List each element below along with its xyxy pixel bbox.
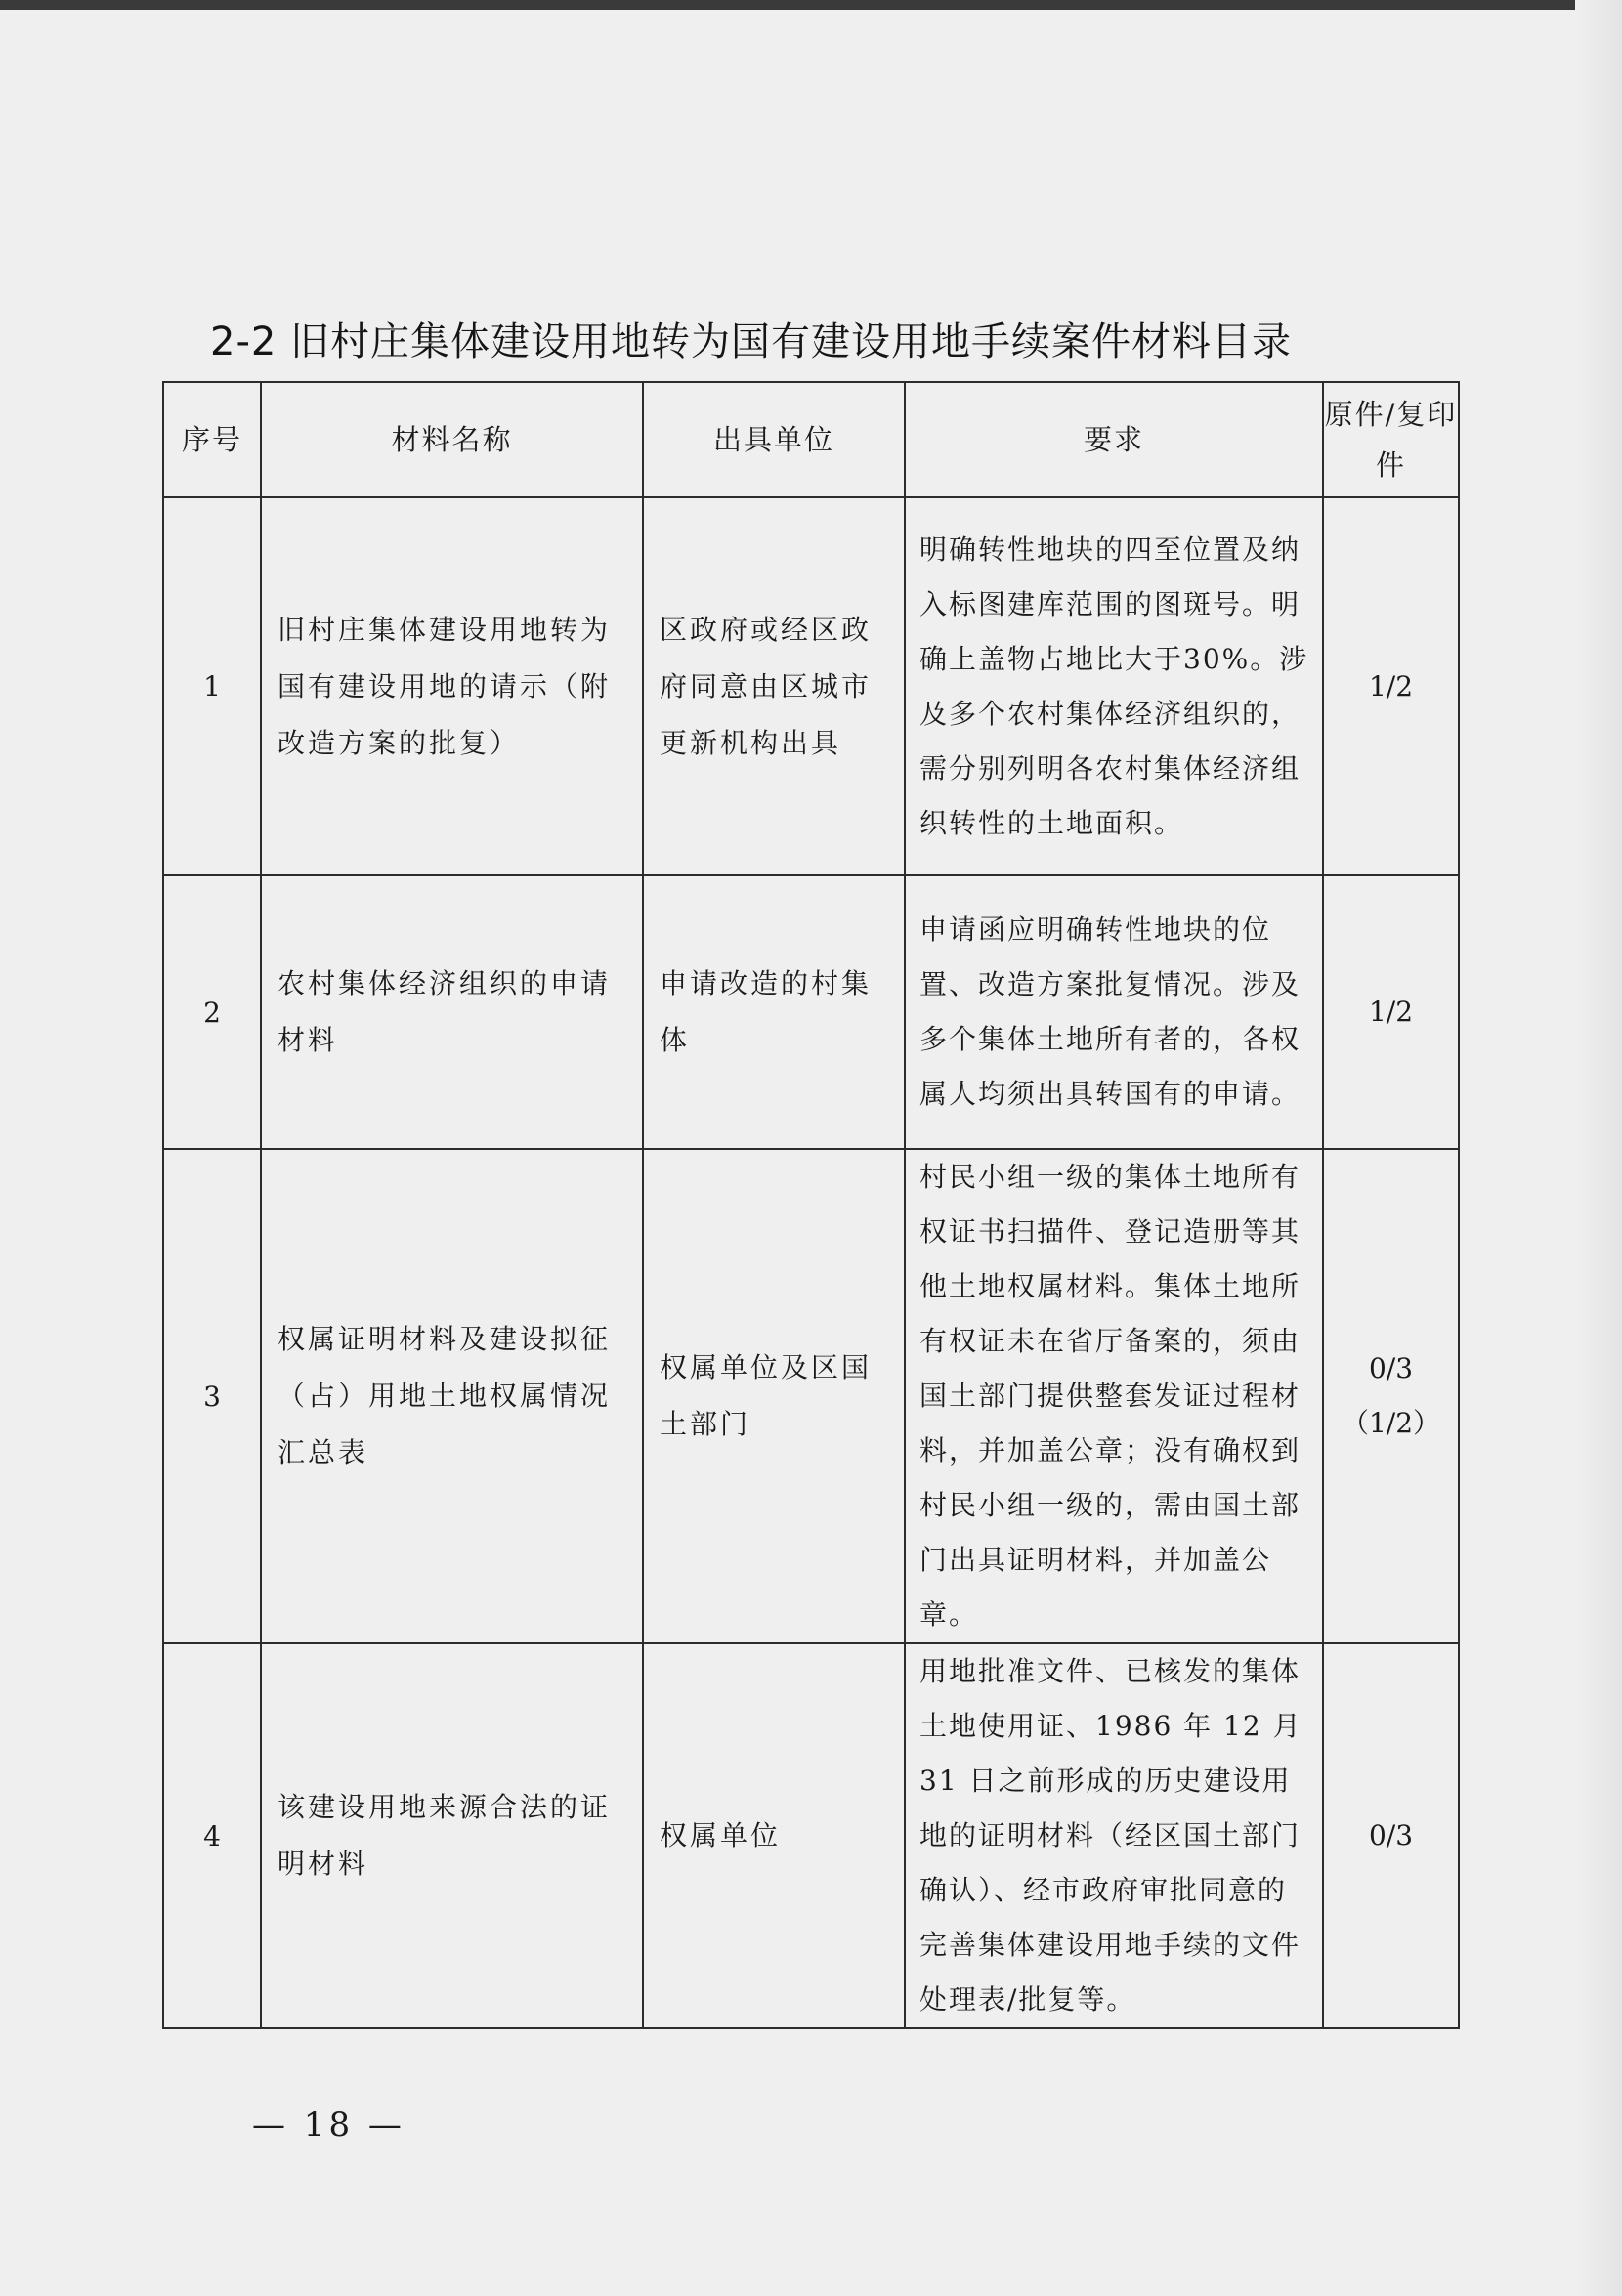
row-index: 4 xyxy=(163,1643,261,2028)
table-header-row xyxy=(163,382,1459,497)
material-name: 该建设用地来源合法的证明材料 xyxy=(261,1643,643,2028)
table-row xyxy=(163,1149,1459,1643)
table-row xyxy=(163,497,1459,875)
copy-count-alternate: （1/2） xyxy=(1341,1407,1441,1439)
copy-count-primary: 0/3 xyxy=(1368,1352,1414,1384)
document-title: 2-2 旧村庄集体建设用地转为国有建设用地手续案件材料目录 xyxy=(210,319,1293,364)
requirement-text: 申请函应明确转性地块的位置、改造方案批复情况。涉及多个集体土地所有者的，各权属人均须出具转国有的申请。 xyxy=(905,875,1323,1149)
page-number: — 18 — xyxy=(252,2105,406,2145)
page-edge-shadow xyxy=(1575,0,1622,2296)
issuing-unit: 权属单位及区国土部门 xyxy=(643,1149,905,1643)
header-index: 序号 xyxy=(163,382,261,497)
header-original-copy: 原件/复印件 xyxy=(1323,382,1459,497)
table-row xyxy=(163,875,1459,1149)
material-name: 权属证明材料及建设拟征（占）用地土地权属情况汇总表 xyxy=(261,1149,643,1643)
material-name: 旧村庄集体建设用地转为国有建设用地的请示（附改造方案的批复） xyxy=(261,497,643,875)
material-name: 农村集体经济组织的申请材料 xyxy=(261,875,643,1149)
requirement-text: 村民小组一级的集体土地所有权证书扫描件、登记造册等其他土地权属材料。集体土地所有权证未在省厅备案的，须由国土部门提供整套发证过程材料，并加盖公章；没有确权到村民小组一级的，需由国土部门出具证明材料，并加盖公章。 xyxy=(905,1149,1323,1643)
issuing-unit: 申请改造的村集体 xyxy=(643,875,905,1149)
original-copy-count: 0/3 xyxy=(1323,1643,1459,2028)
row-index: 1 xyxy=(163,497,261,875)
issuing-unit: 区政府或经区政府同意由区城市更新机构出具 xyxy=(643,497,905,875)
materials-catalog-table xyxy=(162,381,1460,2029)
original-copy-count xyxy=(1323,1149,1459,1643)
issuing-unit: 权属单位 xyxy=(643,1643,905,2028)
original-copy-count: 1/2 xyxy=(1323,497,1459,875)
table-row xyxy=(163,1643,1459,2028)
header-issuer: 出具单位 xyxy=(643,382,905,497)
row-index: 2 xyxy=(163,875,261,1149)
requirement-text: 用地批准文件、已核发的集体土地使用证、1986 年 12 月 31 日之前形成的历史建设用地的证明材料（经区国土部门确认）、经市政府审批同意的完善集体建设用地手续的文件处理表/批复等。 xyxy=(905,1643,1323,2028)
requirement-text: 明确转性地块的四至位置及纳入标图建库范围的图斑号。明确上盖物占地比大于30%。涉及多个农村集体经济组织的，需分别列明各农村集体经济组织转性的土地面积。 xyxy=(905,497,1323,875)
original-copy-count: 1/2 xyxy=(1323,875,1459,1149)
row-index: 3 xyxy=(163,1149,261,1643)
header-material-name: 材料名称 xyxy=(261,382,643,497)
header-requirement: 要求 xyxy=(905,382,1323,497)
